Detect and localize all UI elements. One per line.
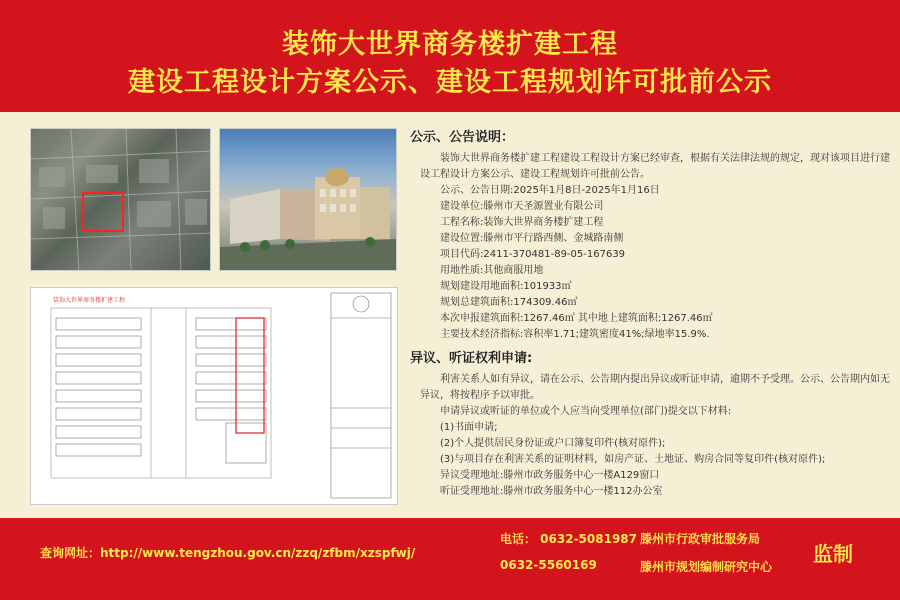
notice-indicators: 主要技术经济指标:容积率1.71;建筑密度41%;绿地率15.9%. — [440, 329, 710, 340]
objection-item-1: (1)书面申请; — [440, 422, 498, 433]
main-panel — [0, 112, 900, 518]
objection-item-2: (2)个人提供居民身份证或户口簿复印件(核对原件); — [440, 438, 666, 449]
satellite-map-image — [30, 128, 211, 271]
notice-declared-area: 本次申报建筑面积:1267.46㎡ 其中地上建筑面积:1267.46㎡ — [440, 313, 713, 324]
objection-intro: 利害关系人如有异议，请在公示、公告期内提出异议或听证申请，逾期不予受理。公示、公告期内如无异议，将按程序予以审批。 — [420, 374, 890, 401]
phone-1: 电话： 0632-5081987 — [500, 532, 638, 546]
notice-total-area: 规划总建筑面积:174309.46㎡ — [440, 297, 578, 308]
org-2: 滕州市规划编制研究中心 — [640, 560, 773, 574]
notice-land-use: 用地性质:其他商服用地 — [440, 265, 544, 276]
notice-land-area: 规划建设用地面积:101933㎡ — [440, 281, 572, 292]
building-rendering-image — [219, 128, 397, 271]
notice-project-name: 工程名称:装饰大世界商务楼扩建工程 — [440, 217, 604, 228]
notice-project-code: 项目代码:2411-370481-89-05-167639 — [440, 249, 626, 260]
notice-section-title: 公示、公告说明： — [410, 130, 515, 145]
objection-section-title: 异议、听证权利申请: — [410, 351, 533, 366]
objection-item-3: (3)与项目存在利害关系的证明材料，如房产证、土地证、购房合同等复印件(核对原件); — [440, 454, 826, 465]
text-column — [410, 126, 890, 500]
supervise-label: 监制 — [813, 542, 853, 566]
footer-banner — [0, 518, 900, 600]
query-url-link[interactable]: 查询网址：http://www.tengzhou.gov.cn/zzq/zfbm/xzspfwj/ — [40, 546, 416, 560]
site-plan-drawing — [30, 287, 398, 505]
org-1: 滕州市行政审批服务局 — [640, 532, 761, 546]
objection-address: 异议受理地址:滕州市政务服务中心一楼A129窗口 — [440, 470, 660, 481]
page-title: 装饰大世界商务楼扩建工程 — [282, 29, 618, 60]
notice-date: 公示、公告日期:2025年1月8日-2025年1月16日 — [440, 185, 660, 196]
header-banner — [0, 0, 900, 112]
notice-developer: 建设单位:滕州市天圣源置业有限公司 — [440, 201, 604, 212]
site-plan-title: 装饰大世界商务楼扩建工程 — [53, 297, 126, 304]
objection-materials-intro: 申请异议或听证的单位或个人应当向受理单位(部门)提交以下材料: — [440, 406, 732, 417]
phone-2: 0632-5560169 — [500, 558, 597, 572]
page-subtitle: 建设工程设计方案公示、建设工程规划许可批前公示 — [128, 67, 772, 98]
notice-location: 建设位置:滕州市平行路西侧、金城路南侧 — [440, 233, 624, 244]
notice-intro: 装饰大世界商务楼扩建工程建设工程设计方案已经审查，根据有关法律法规的规定，现对该项目进行建设工程设计方案公示、建设工程规划许可批前公告。 — [420, 153, 890, 180]
hearing-address: 听证受理地址:滕州市政务服务中心一楼112办公室 — [440, 486, 663, 497]
